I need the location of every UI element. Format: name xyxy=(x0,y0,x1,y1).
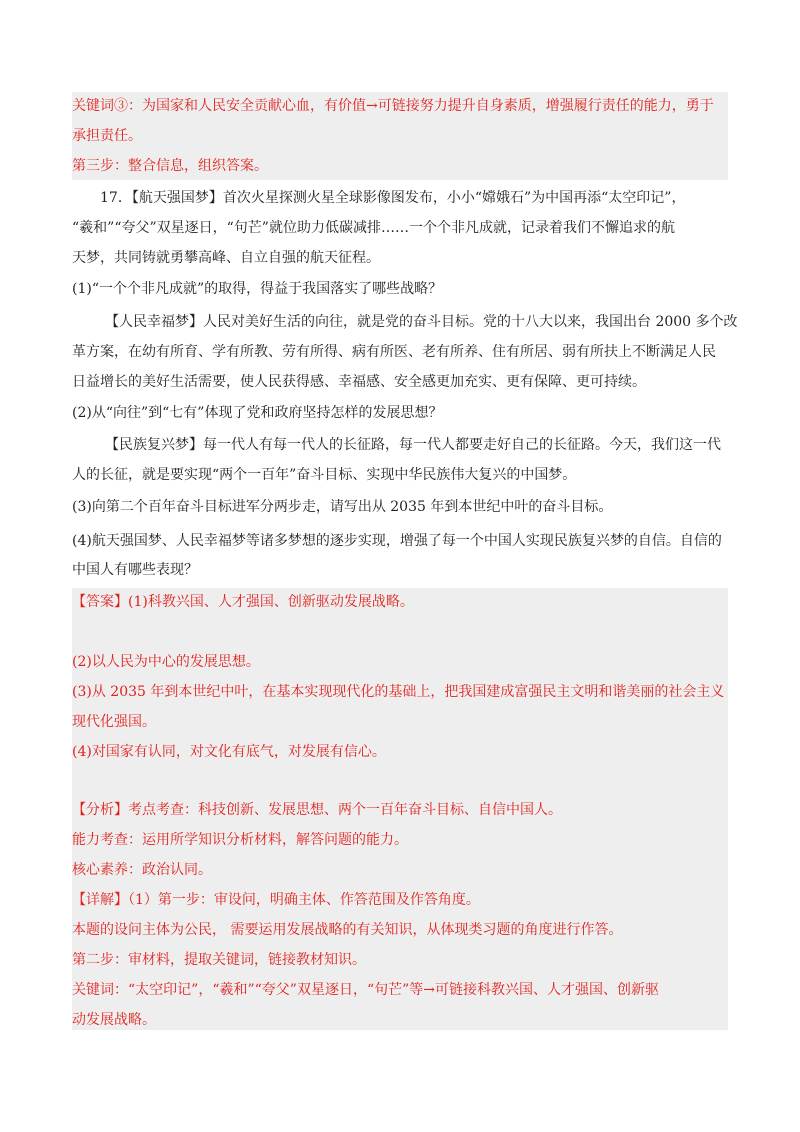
ability-line: 能力考查：运用所学知识分析材料，解答问题的能力。 xyxy=(72,832,408,848)
keyword-3-line-cont: 承担责任。 xyxy=(72,128,142,144)
question-17 xyxy=(72,184,738,578)
material-2: 【人民幸福梦】人民对美好生活的向往，就是党的奋斗目标。党的十八大以来，我国出台 2000 多个改 xyxy=(105,314,738,330)
sub-question-4-cont: 中国人有哪些表现？ xyxy=(72,562,198,578)
answer-4: (4)对国家有认同，对文化有底气，对发展有信心。 xyxy=(72,744,386,760)
answer-3: (3)从 2035 年到本世纪中叶，在基本实现现代化的基础上，把我国建成富强民主文明和谐美丽的社会主义 xyxy=(72,684,725,700)
sub-question-4: (4)航天强国梦、人民幸福梦等诸多梦想的逐步实现，增强了每一个中国人实现民族复兴梦的自信。自信的 xyxy=(72,533,722,549)
sub-question-3: (3)向第二个百年奋斗目标进军分两步走，请写出从 2035 年到本世纪中叶的奋斗目标。 xyxy=(72,499,613,515)
answer-2: (2)以人民为中心的发展思想。 xyxy=(72,654,260,670)
analysis-heading: 【分析】考点考查：科技创新、发展思想、两个一百年奋斗目标、自信中国人。 xyxy=(72,802,562,818)
material-2-cont: 革方案，在幼有所育、学有所教、劳有所得、病有所医、老有所养、住有所居、弱有所扶上不断满足人民 xyxy=(72,344,716,360)
answer-3-cont: 现代化强国。 xyxy=(72,714,156,730)
detail-keywords-cont: 动发展战略。 xyxy=(72,1012,156,1028)
answer-block xyxy=(72,588,728,1030)
material-2-cont: 日益增长的美好生活需要，使人民获得感、幸福感、安全感更加充实、更有保障、更可持续。 xyxy=(72,374,646,390)
keyword-3-line: 关键词③：为国家和人民安全贡献心血，有价值→可链接努力提升自身素质，增强履行责任的能力，勇于 xyxy=(72,98,714,114)
core-literacy-line: 核心素养：政治认同。 xyxy=(72,862,212,878)
prior-answer-block xyxy=(72,92,728,180)
question-intro-cont: “羲和”“夸父”双星逐日，“句芒”就位助力低碳减排……一个个非凡成就，记录着我们不懈追求的航 xyxy=(72,220,675,236)
answer-1: 【答案】(1)科教兴国、人才强国、创新驱动发展战略。 xyxy=(72,594,414,610)
detail-heading: 【详解】（1）第一步：审设问，明确主体、作答范围及作答角度。 xyxy=(72,892,480,908)
sub-question-2: (2)从“向往”到“七有”体现了党和政府坚持怎样的发展思想？ xyxy=(72,405,443,421)
question-intro: 17．【航天强国梦】首次火星探测火星全球影像图发布，小小“嫦娥石”为中国再添“太空印记”， xyxy=(100,190,686,206)
detail-step-2: 第二步：审材料，提取关键词，链接教材知识。 xyxy=(72,952,366,968)
material-3: 【民族复兴梦】每一代人有每一代人的长征路，每一代人都要走好自己的长征路。今天，我们这一代 xyxy=(105,437,721,453)
detail-keywords: 关键词：“太空印记”，“羲和”“夸父”双星逐日，“句芒”等→可链接科教兴国、人才强国、创新驱 xyxy=(72,982,659,998)
question-intro-cont: 天梦，共同铸就勇攀高峰、自立自强的航天征程。 xyxy=(72,250,380,266)
step-3-line: 第三步：整合信息，组织答案。 xyxy=(72,158,268,174)
detail-subject: 本题的设问主体为公民， 需要运用发展战略的有关知识，从体现类习题的角度进行作答。 xyxy=(72,922,623,938)
sub-question-1: (1)“一个个非凡成就”的取得，得益于我国落实了哪些战略？ xyxy=(72,281,443,297)
material-3-cont: 人的长征，就是要实现“两个一百年”奋斗目标、实现中华民族伟大复兴的中国梦。 xyxy=(72,467,577,483)
